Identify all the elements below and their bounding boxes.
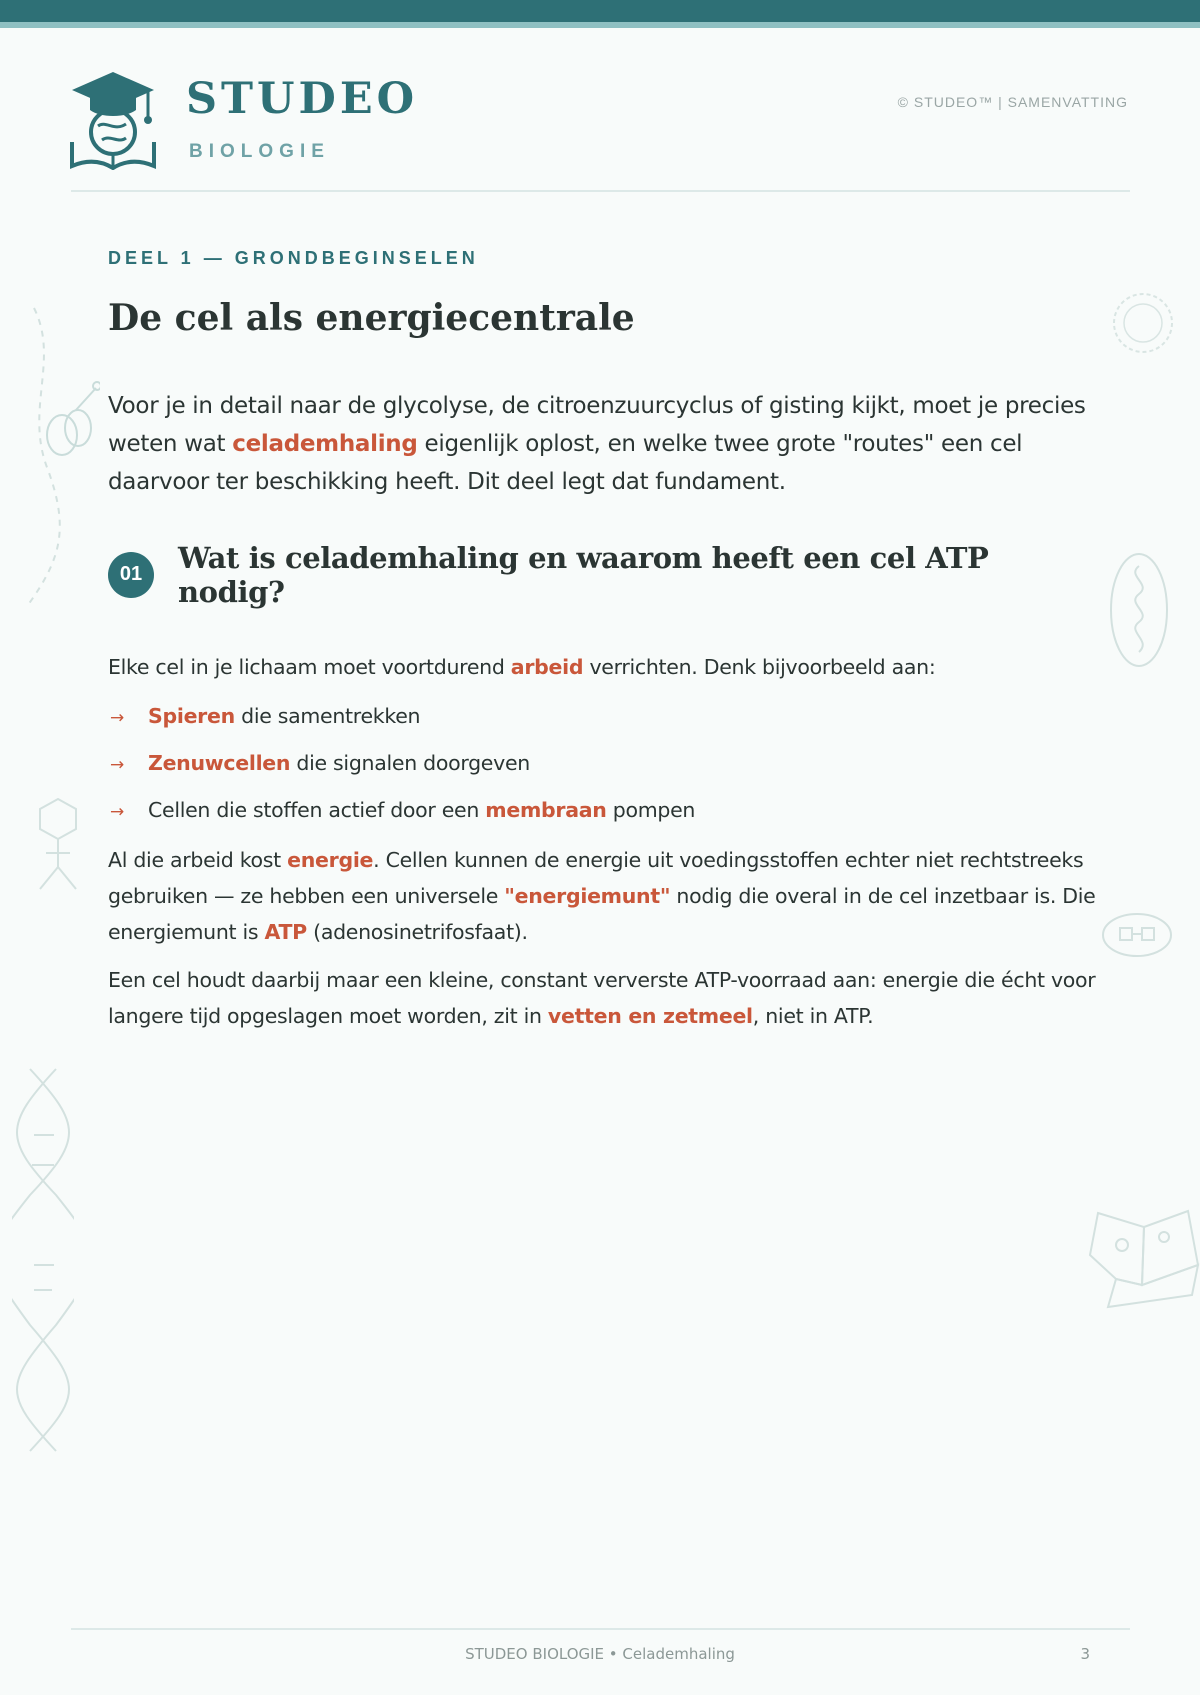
- brand-subject: BIOLOGIE: [189, 141, 330, 162]
- section-heading: [108, 541, 1098, 609]
- intro-text: eigenlijk oplost, en welke twee grote "routes" een cel daarvoor ter beschikking heeft. Dit deel legt dat fundament.: [108, 430, 1023, 495]
- page-title: De cel als energiecentrale: [108, 297, 635, 339]
- example-list: [108, 701, 1098, 825]
- intro-highlight: celademhaling: [232, 430, 418, 457]
- list-item: [108, 795, 1098, 825]
- list-item: [108, 701, 1098, 731]
- paragraph-text: Elke cel in je lichaam moet voortdurend: [108, 654, 511, 679]
- paragraph-text: . Cellen kunnen de energie uit voedingsstoffen echter niet rechtstreeks gebruiken — ze hebben een universele: [108, 847, 1084, 908]
- list-item-text: Cellen die stoffen actief door een: [148, 797, 486, 822]
- dna-decoration: [12, 1065, 74, 1455]
- paragraph-text: nodig die overal in de cel inzetbaar is. Die energiemunt is: [108, 883, 1096, 944]
- cell-vesicle-decoration: [20, 300, 100, 610]
- list-item-text: die signalen doorgeven: [290, 750, 530, 775]
- arrow-right-icon: →: [110, 754, 124, 775]
- graduation-cap-globe-book-icon: [70, 70, 156, 170]
- section-title: Wat is celademhaling en waarom heeft een cel ATP nodig?: [178, 540, 989, 609]
- brand-name: STUDEO: [186, 74, 419, 124]
- cell-ring-decoration: [1110, 290, 1176, 356]
- virus-decoration: [34, 795, 82, 895]
- main-content: [108, 248, 1098, 1034]
- top-bar-accent: [0, 22, 1200, 28]
- mitochondrion-decoration: [1108, 550, 1170, 670]
- paragraph-text: Een cel houdt daarbij maar een kleine, constant ververste ATP-voorraad aan: energie die écht voor langere tijd opgeslagen moet worden, zit in: [108, 967, 1096, 1028]
- part-kicker: DEEL 1 — GRONDBEGINSELEN: [108, 248, 479, 268]
- highlight-term: Zenuwcellen: [148, 750, 291, 775]
- intro-paragraph: [108, 387, 1098, 501]
- intro-text: Voor je in detail naar de glycolyse, de citroenzuurcyclus of gisting kijkt, moet je precies weten wat: [108, 392, 1086, 457]
- page-number: 3: [1080, 1645, 1090, 1663]
- list-item-text: die samentrekken: [234, 703, 421, 728]
- highlight-term: energie: [287, 847, 374, 872]
- paragraph-text: Al die arbeid kost: [108, 847, 288, 872]
- highlight-term: arbeid: [510, 654, 584, 679]
- footer-divider: [71, 1628, 1130, 1630]
- highlight-term: membraan: [485, 797, 607, 822]
- paragraph-text: verrichten. Denk bijvoorbeeld aan:: [583, 654, 936, 679]
- paragraph-text: , niet in ATP.: [752, 1003, 874, 1028]
- highlight-term: ATP: [264, 919, 307, 944]
- header-divider: [71, 190, 1130, 192]
- header-meta: © STUDEO™ | SAMENVATTING: [897, 94, 1128, 110]
- list-item-text: pompen: [606, 797, 696, 822]
- footer-text: STUDEO BIOLOGIE • Celademhaling: [465, 1645, 735, 1663]
- top-bar: [0, 0, 1200, 22]
- plant-cells-decoration: [1088, 1205, 1200, 1315]
- paragraph-energy: [108, 842, 1098, 950]
- highlight-term: Spieren: [148, 703, 235, 728]
- highlight-term: "energiemunt": [504, 883, 671, 908]
- list-item: [108, 748, 1098, 778]
- section-number-badge: 01: [108, 552, 154, 598]
- arrow-right-icon: →: [110, 707, 124, 728]
- capsule-decoration: [1100, 910, 1174, 960]
- paragraph-text: (adenosinetrifosfaat).: [306, 919, 528, 944]
- highlight-term: vetten en zetmeel: [547, 1003, 753, 1028]
- paragraph-work: [108, 649, 1098, 685]
- paragraph-storage: [108, 962, 1098, 1034]
- arrow-right-icon: →: [110, 801, 124, 822]
